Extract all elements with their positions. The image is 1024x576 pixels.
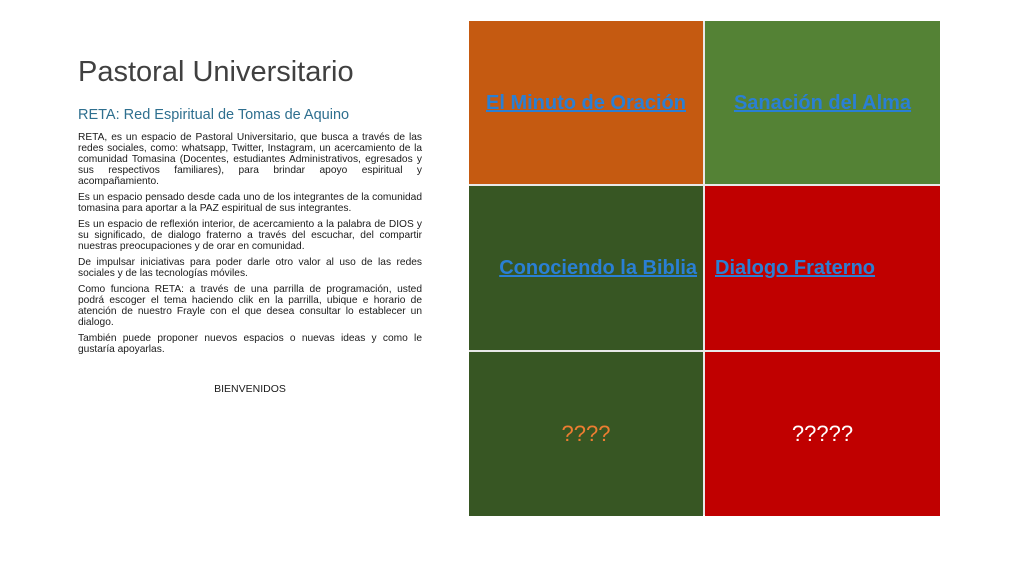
paragraph: De impulsar iniciativas para poder darle otro valor al uso de las redes sociales y de las tecnologías móviles. bbox=[78, 257, 422, 279]
subtitle: RETA: Red Espiritual de Tomas de Aquino bbox=[78, 107, 350, 123]
text-panel bbox=[78, 50, 422, 395]
link-minuto-oracion[interactable]: El Minuto de Oración bbox=[485, 91, 686, 114]
link-dialogo-fraterno[interactable]: Dialogo Fraterno bbox=[715, 257, 876, 279]
link-sanacion-alma[interactable]: Sanación del Alma bbox=[733, 91, 912, 114]
page-title: Pastoral Universitario bbox=[78, 56, 354, 88]
grid-cell-minuto-oracion bbox=[469, 21, 703, 184]
placeholder-label[interactable]: ???? bbox=[561, 421, 611, 446]
paragraph: RETA, es un espacio de Pastoral Universitario, que busca a través de las redes sociales, como: whatsapp, Twitter, Instagram, un acercamiento de la comunidad Tomasina (Docentes, estudiantes Administrativos, egresados y sus respectivos familiares), para brindar apoyo espiritual y acompañamiento. bbox=[78, 132, 422, 187]
paragraph: Como funciona RETA: a través de una parrilla de programación, usted podrá escoger el tema haciendo clik en la parrilla, ubique e horario de atención de nuestro Frayle con el que desea consultar lo establecer un dialogo. bbox=[78, 284, 422, 328]
paragraph: También puede proponer nuevos espacios o nuevas ideas y como le gustaría apoyarlas. bbox=[78, 333, 422, 355]
paragraph: Es un espacio pensado desde cada uno de los integrantes de la comunidad tomasina para aportar a la PAZ espiritual de sus integrantes. bbox=[78, 192, 422, 214]
paragraph: Es un espacio de reflexión interior, de acercamiento a la palabra de DIOS y su significado, de dialogo fraterno a través del escuchar, del compartir nuestras preocupaciones y de orar en comunidad. bbox=[78, 219, 422, 252]
link-conociendo-biblia[interactable]: Conociendo la Biblia bbox=[499, 257, 697, 279]
placeholder-label[interactable]: ????? bbox=[791, 421, 854, 446]
grid-cell-unknown-2 bbox=[705, 352, 940, 516]
grid-cell-dialogo-fraterno bbox=[705, 186, 940, 350]
welcome-text: BIENVENIDOS bbox=[214, 383, 286, 395]
grid-cell-unknown-1 bbox=[469, 352, 703, 516]
description bbox=[78, 132, 422, 355]
program-grid bbox=[469, 21, 940, 515]
grid-cell-conociendo-biblia bbox=[469, 186, 703, 350]
grid-cell-sanacion-alma bbox=[705, 21, 940, 184]
